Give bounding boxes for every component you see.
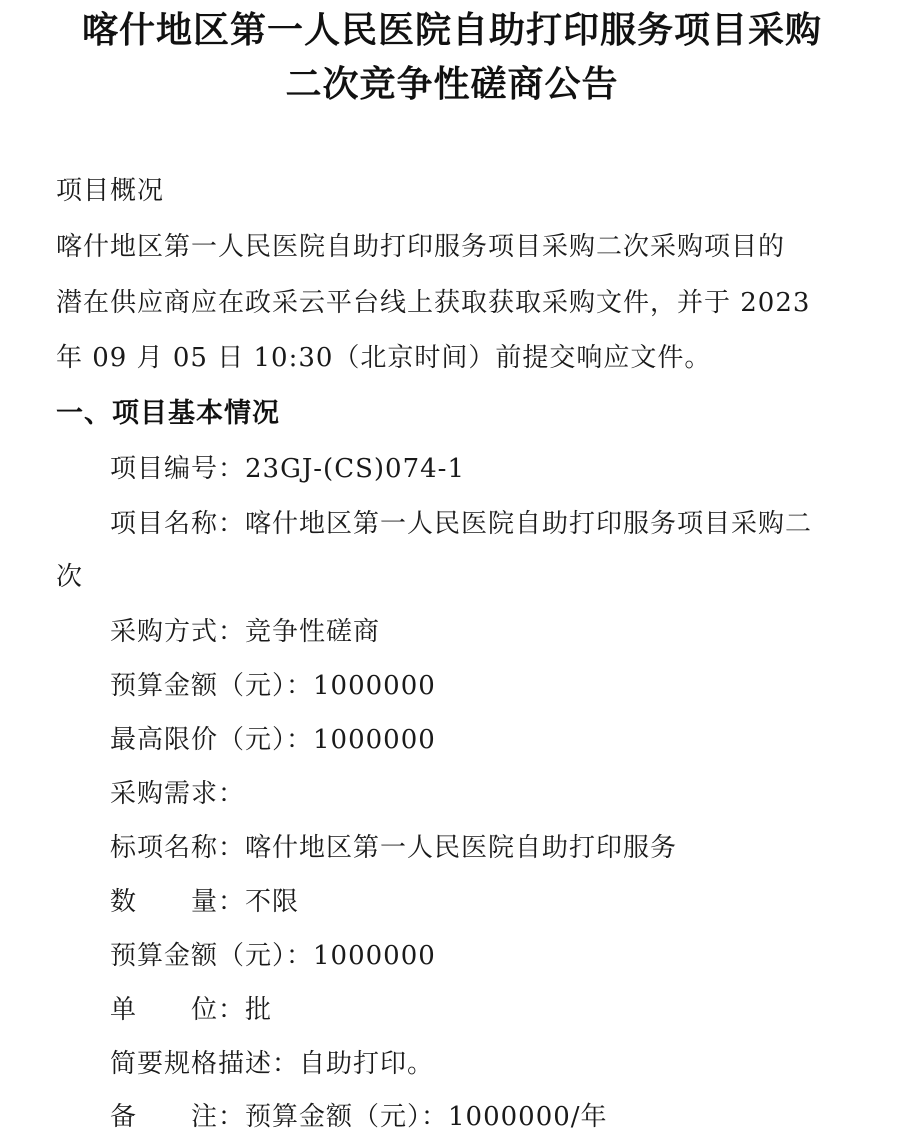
overview-paragraph-line-3: 年 09 月 05 日 10:30（北京时间）前提交响应文件。 (56, 343, 712, 373)
overview-paragraph-line-2: 潜在供应商应在政采云平台线上获取获取采购文件，并于 2023 (56, 288, 811, 318)
requirements-label: 采购需求： (110, 779, 246, 809)
section-1-heading: 一、项目基本情况 (56, 398, 280, 429)
project-name-line-2: 次 (56, 562, 84, 592)
max-price: 最高限价（元）：1000000 (110, 725, 436, 755)
overview-paragraph-line-1: 喀什地区第一人民医院自助打印服务项目采购二次采购项目的 (56, 232, 786, 262)
budget-amount: 预算金额（元）：1000000 (110, 671, 436, 701)
overview-heading: 项目概况 (56, 176, 165, 206)
unit: 单 位：批 (110, 995, 273, 1025)
document-title-line-1: 喀什地区第一人民医院自助打印服务项目采购 (81, 10, 822, 51)
remark: 备 注：预算金额（元）：1000000/年 (110, 1102, 608, 1132)
quantity: 数 量：不限 (110, 887, 300, 917)
document-title-line-2: 二次竞争性磋商公告 (285, 64, 619, 105)
project-number: 项目编号：23GJ-(CS)074-1 (110, 454, 466, 484)
item-name: 标项名称：喀什地区第一人民医院自助打印服务 (110, 833, 678, 863)
procurement-method: 采购方式：竞争性磋商 (110, 617, 381, 647)
item-budget-amount: 预算金额（元）：1000000 (110, 941, 436, 971)
spec-description: 简要规格描述：自助打印。 (110, 1049, 435, 1079)
project-name-line-1: 项目名称：喀什地区第一人民医院自助打印服务项目采购二 (110, 509, 813, 539)
